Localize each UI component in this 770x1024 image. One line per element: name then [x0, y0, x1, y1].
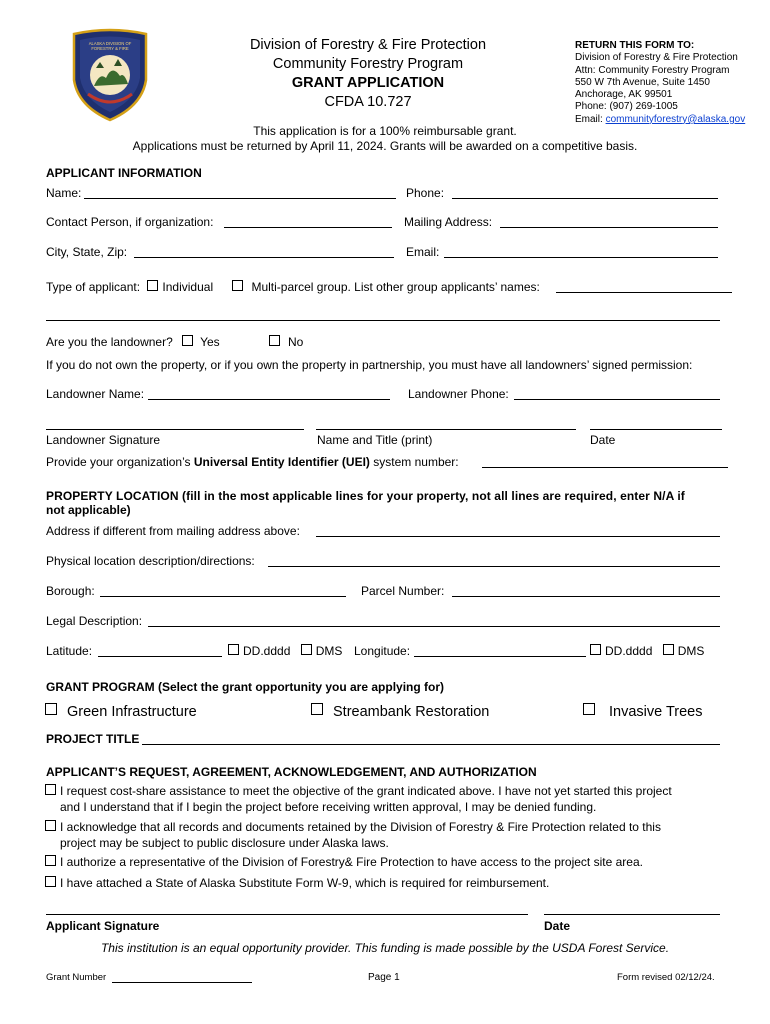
return-line: 550 W 7th Avenue, Suite 1450: [575, 76, 710, 88]
option-streambank[interactable]: [311, 703, 489, 720]
group-names-field-2[interactable]: [46, 320, 720, 321]
property-heading-2: not applicable): [46, 503, 131, 517]
checkbox-long-dms[interactable]: [663, 644, 674, 655]
item2-line2: project may be subject to public disclosure under Alaska laws.: [60, 835, 389, 850]
longitude-field[interactable]: [414, 656, 586, 657]
landowner-signature-field[interactable]: [46, 429, 304, 430]
item1-line1: I request cost-share assistance to meet the objective of the grant indicated above. I have not yet started this project: [60, 784, 672, 798]
checkbox-green-infrastructure[interactable]: [45, 703, 57, 715]
return-line: Anchorage, AK 99501: [575, 89, 673, 101]
item1-line2: and I understand that if I begin the project before receiving written approval, I may be denied funding.: [60, 799, 597, 814]
borough-label: Borough:: [46, 584, 95, 598]
name-title-label: Name and Title (print): [317, 433, 433, 447]
long-dd-label: DD.dddd: [605, 644, 653, 658]
applicant-heading: APPLICANT INFORMATION: [46, 166, 202, 180]
checkbox-multi-parcel[interactable]: [232, 280, 243, 291]
type-row: [46, 280, 540, 294]
property-heading-1: PROPERTY LOCATION (fill in the most applicable lines for your property, not all lines are required, enter N/A if: [46, 489, 685, 503]
latitude-field[interactable]: [98, 656, 222, 657]
latitude-label: Latitude:: [46, 644, 93, 658]
page-number: Page 1: [368, 972, 400, 983]
uei-row: [46, 455, 459, 469]
return-address-block: [575, 40, 745, 126]
checkbox-individual[interactable]: [147, 280, 158, 291]
form-revised: Form revised 02/12/24.: [617, 972, 715, 983]
title-line-3: GRANT APPLICATION: [291, 75, 445, 91]
title-line-4: CFDA 10.727: [324, 94, 412, 110]
seal-icon: [70, 28, 150, 122]
svg-text:ALASKA DIVISION OF: ALASKA DIVISION OF: [88, 41, 132, 46]
agreement-item-3: [45, 855, 643, 869]
division-seal: [70, 28, 150, 122]
return-line: Attn: Community Forestry Program: [575, 64, 730, 76]
title-block: [218, 36, 518, 112]
long-format-options: [590, 644, 704, 658]
address-label: Address if different from mailing address above:: [46, 524, 300, 538]
uei-pre: Provide your organization’s: [46, 455, 194, 469]
phone-field[interactable]: [452, 198, 718, 199]
return-heading: RETURN THIS FORM TO:: [575, 40, 695, 51]
mailing-label: Mailing Address:: [404, 215, 493, 229]
option-green[interactable]: [45, 703, 197, 720]
intro-line-2: Applications must be returned by April 11, 2024. Grants will be awarded on a competitive basis.: [132, 139, 638, 153]
physical-field[interactable]: [268, 566, 720, 567]
landowner-question: Are you the landowner?: [46, 335, 173, 349]
group-names-field[interactable]: [556, 292, 732, 293]
landowner-phone-label: Landowner Phone:: [408, 387, 509, 401]
return-line: Phone: (907) 269-1005: [575, 101, 678, 113]
long-dms-label: DMS: [677, 644, 705, 658]
city-label: City, State, Zip:: [46, 245, 128, 259]
applicant-date-label: Date: [544, 919, 571, 933]
applicant-signature-label: Applicant Signature: [46, 919, 160, 933]
landowner-signature-label: Landowner Signature: [46, 433, 161, 447]
landowner-name-field[interactable]: [148, 399, 390, 400]
name-field[interactable]: [84, 198, 396, 199]
legal-label: Legal Description:: [46, 614, 143, 628]
city-field[interactable]: [134, 257, 394, 258]
landowner-row: [46, 335, 303, 349]
agreement-item-1: [45, 784, 672, 815]
project-title-label: PROJECT TITLE: [46, 732, 140, 746]
agreement-heading: APPLICANT’S REQUEST, AGREEMENT, ACKNOWLEDGEMENT, AND AUTHORIZATION: [46, 765, 537, 779]
checkbox-agree-2[interactable]: [45, 820, 56, 831]
mailing-field[interactable]: [500, 227, 718, 228]
landowner-date-field[interactable]: [590, 429, 722, 430]
no-label: No: [288, 335, 304, 349]
title-line-2: Community Forestry Program: [272, 56, 464, 72]
agreement-item-4: [45, 876, 549, 890]
lat-dms-label: DMS: [315, 644, 343, 658]
type-label: Type of applicant:: [46, 280, 141, 294]
contact-field[interactable]: [224, 227, 392, 228]
multi-parcel-label: Multi-parcel group. List other group applicants’ names:: [251, 280, 540, 294]
invasive-label: Invasive Trees: [609, 704, 703, 720]
uei-post: system number:: [369, 455, 459, 469]
checkbox-lat-dms[interactable]: [301, 644, 312, 655]
checkbox-lat-dd[interactable]: [228, 644, 239, 655]
yes-label: Yes: [200, 335, 220, 349]
agreement-item-2: [45, 820, 661, 851]
permission-note: If you do not own the property, or if you own the property in partnership, you must have all landowners’ signed permission:: [46, 358, 693, 372]
applicant-signature-field[interactable]: [46, 914, 528, 915]
borough-field[interactable]: [100, 596, 346, 597]
return-line: Division of Forestry & Fire Protection: [575, 52, 738, 64]
item4-text: I have attached a State of Alaska Substitute Form W-9, which is required for reimbursement.: [60, 876, 550, 890]
email-label: Email:: [406, 245, 440, 259]
physical-label: Physical location description/directions:: [46, 554, 255, 568]
option-invasive[interactable]: [583, 703, 703, 720]
email-label: Email:: [575, 113, 606, 125]
landowner-phone-field[interactable]: [514, 399, 720, 400]
applicant-date-field[interactable]: [544, 914, 720, 915]
phone-label: Phone:: [406, 186, 445, 200]
landowner-print-name-field[interactable]: [316, 429, 576, 430]
green-label: Green Infrastructure: [67, 704, 197, 720]
item2-line1: I acknowledge that all records and documents retained by the Division of Forestry & Fire Protection related to this: [60, 820, 661, 834]
equal-opportunity-note: This institution is an equal opportunity provider. This funding is made possible by the USDA Forest Service.: [100, 941, 670, 955]
name-label: Name:: [46, 186, 82, 200]
title-line-1: Division of Forestry & Fire Protection: [249, 37, 487, 53]
parcel-field[interactable]: [452, 596, 720, 597]
streambank-label: Streambank Restoration: [333, 704, 490, 720]
lat-format-options: [228, 644, 342, 658]
checkbox-agree-4[interactable]: [45, 876, 56, 887]
program-heading: GRANT PROGRAM (Select the grant opportunity you are applying for): [46, 680, 445, 694]
legal-field[interactable]: [148, 626, 720, 627]
address-field[interactable]: [316, 536, 720, 537]
checkbox-no[interactable]: [269, 335, 280, 346]
lat-dd-label: DD.dddd: [243, 644, 291, 658]
checkbox-streambank-restoration[interactable]: [311, 703, 323, 715]
item3-text: I authorize a representative of the Division of Forestry& Fire Protection to have access to the project site area.: [60, 855, 643, 869]
checkbox-agree-3[interactable]: [45, 855, 56, 866]
checkbox-yes[interactable]: [182, 335, 193, 346]
parcel-label: Parcel Number:: [361, 584, 445, 598]
landowner-name-label: Landowner Name:: [46, 387, 145, 401]
email-link[interactable]: communityforestry@alaska.gov: [605, 113, 746, 125]
individual-label: Individual: [162, 280, 214, 294]
checkbox-invasive-trees[interactable]: [583, 703, 595, 715]
uei-field[interactable]: [482, 467, 728, 468]
email-field[interactable]: [444, 257, 718, 258]
contact-label: Contact Person, if organization:: [46, 215, 214, 229]
grant-number-label: Grant Number: [46, 972, 107, 983]
intro-line-1: This application is for a 100% reimbursable grant.: [253, 124, 517, 138]
uei-bold: Universal Entity Identifier (UEI): [193, 455, 370, 469]
project-title-field[interactable]: [142, 744, 720, 745]
checkbox-long-dd[interactable]: [590, 644, 601, 655]
longitude-label: Longitude:: [354, 644, 411, 658]
checkbox-agree-1[interactable]: [45, 784, 56, 795]
svg-text:FORESTRY & FIRE: FORESTRY & FIRE: [91, 46, 129, 51]
grant-number-field[interactable]: [112, 982, 252, 983]
landowner-date-label: Date: [590, 433, 616, 447]
